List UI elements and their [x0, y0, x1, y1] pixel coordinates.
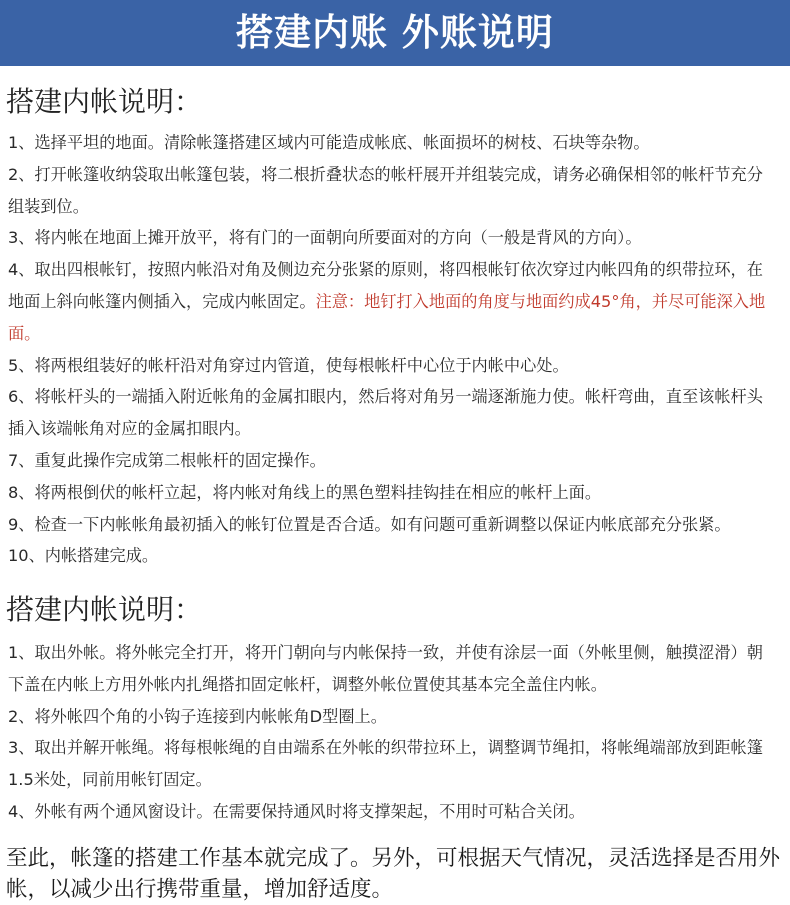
list-item: 6、将帐杆头的一端插入附近帐角的金属扣眼内，然后将对角另一端逐渐施力使。帐杆弯曲，直至该帐杆头插入该端帐角对应的金属扣眼内。: [8, 387, 763, 439]
list-item: 2、将外帐四个角的小钩子连接到内帐帐角D型圈上。: [8, 706, 387, 726]
list-item: 8、将两根倒伏的帐杆立起，将内帐对角线上的黑色塑料挂钩挂在相应的帐杆上面。: [8, 482, 602, 502]
page-title-banner: [0, 0, 790, 66]
section-outer-tent-heading: 搭建内帐说明：: [6, 593, 203, 626]
conclusion-text: 至此，帐篷的搭建工作基本就完成了。另外，可根据天气情况，灵活选择是否用外帐，以减少出行携带重量，增加舒适度。: [6, 846, 781, 902]
list-item: 4、取出四根帐钉，按照内帐沿对角及侧边充分张紧的原则，将四根帐钉依次穿过内帐四角的织带拉环，在地面上斜向帐篷内侧插入，完成内帐固定。注意：地钉打入地面的角度与地面约成45°角，并尽可能深入地面。: [8, 260, 766, 343]
section-inner-tent-heading: 搭建内帐说明：: [6, 85, 203, 118]
list-item: 7、重复此操作完成第二根帐杆的固定操作。: [8, 450, 326, 470]
list-item: 9、检查一下内帐帐角最初插入的帐钉位置是否合适。如有问题可重新调整以保证内帐底部充分张紧。: [8, 514, 731, 534]
outer-tent-steps: [0, 637, 780, 828]
list-item: 5、将两根组装好的帐杆沿对角穿过内管道，使每根帐杆中心位于内帐中心处。: [8, 355, 569, 375]
list-item: 3、取出并解开帐绳。将每根帐绳的自由端系在外帐的织带拉环上，调整调节绳扣，将帐绳端部放到距帐篷1.5米处，同前用帐钉固定。: [8, 738, 763, 790]
page-title: 搭建内账 外账说明: [236, 11, 554, 54]
inner-tent-steps: [0, 127, 780, 572]
list-item: 10、内帐搭建完成。: [8, 546, 159, 566]
list-item: 1、选择平坦的地面。清除帐篷搭建区域内可能造成帐底、帐面损坏的树枝、石块等杂物。: [8, 133, 650, 152]
list-item: 4、外帐有两个通风窗设计。在需要保持通风时将支撑架起，不用时可粘合关闭。: [8, 801, 585, 821]
list-item: 3、将内帐在地面上摊开放平，将有门的一面朝向所要面对的方向（一般是背风的方向）。: [8, 228, 642, 248]
list-item: 1、取出外帐。将外帐完全打开，将开门朝向与内帐保持一致，并使有涂层一面（外帐里侧，触摸涩滑）朝下盖在内帐上方用外帐内扎绳搭扣固定帐杆，调整外帐位置使其基本完全盖住内帐。: [8, 643, 763, 694]
list-item: 2、打开帐篷收纳袋取出帐篷包装，将二根折叠状态的帐杆展开并组装完成，请务必确保相邻的帐杆节充分组装到位。: [8, 164, 763, 216]
warning-note: 注意：地钉打入地面的角度与地面约成45°角，并尽可能深入地面。: [8, 291, 766, 343]
